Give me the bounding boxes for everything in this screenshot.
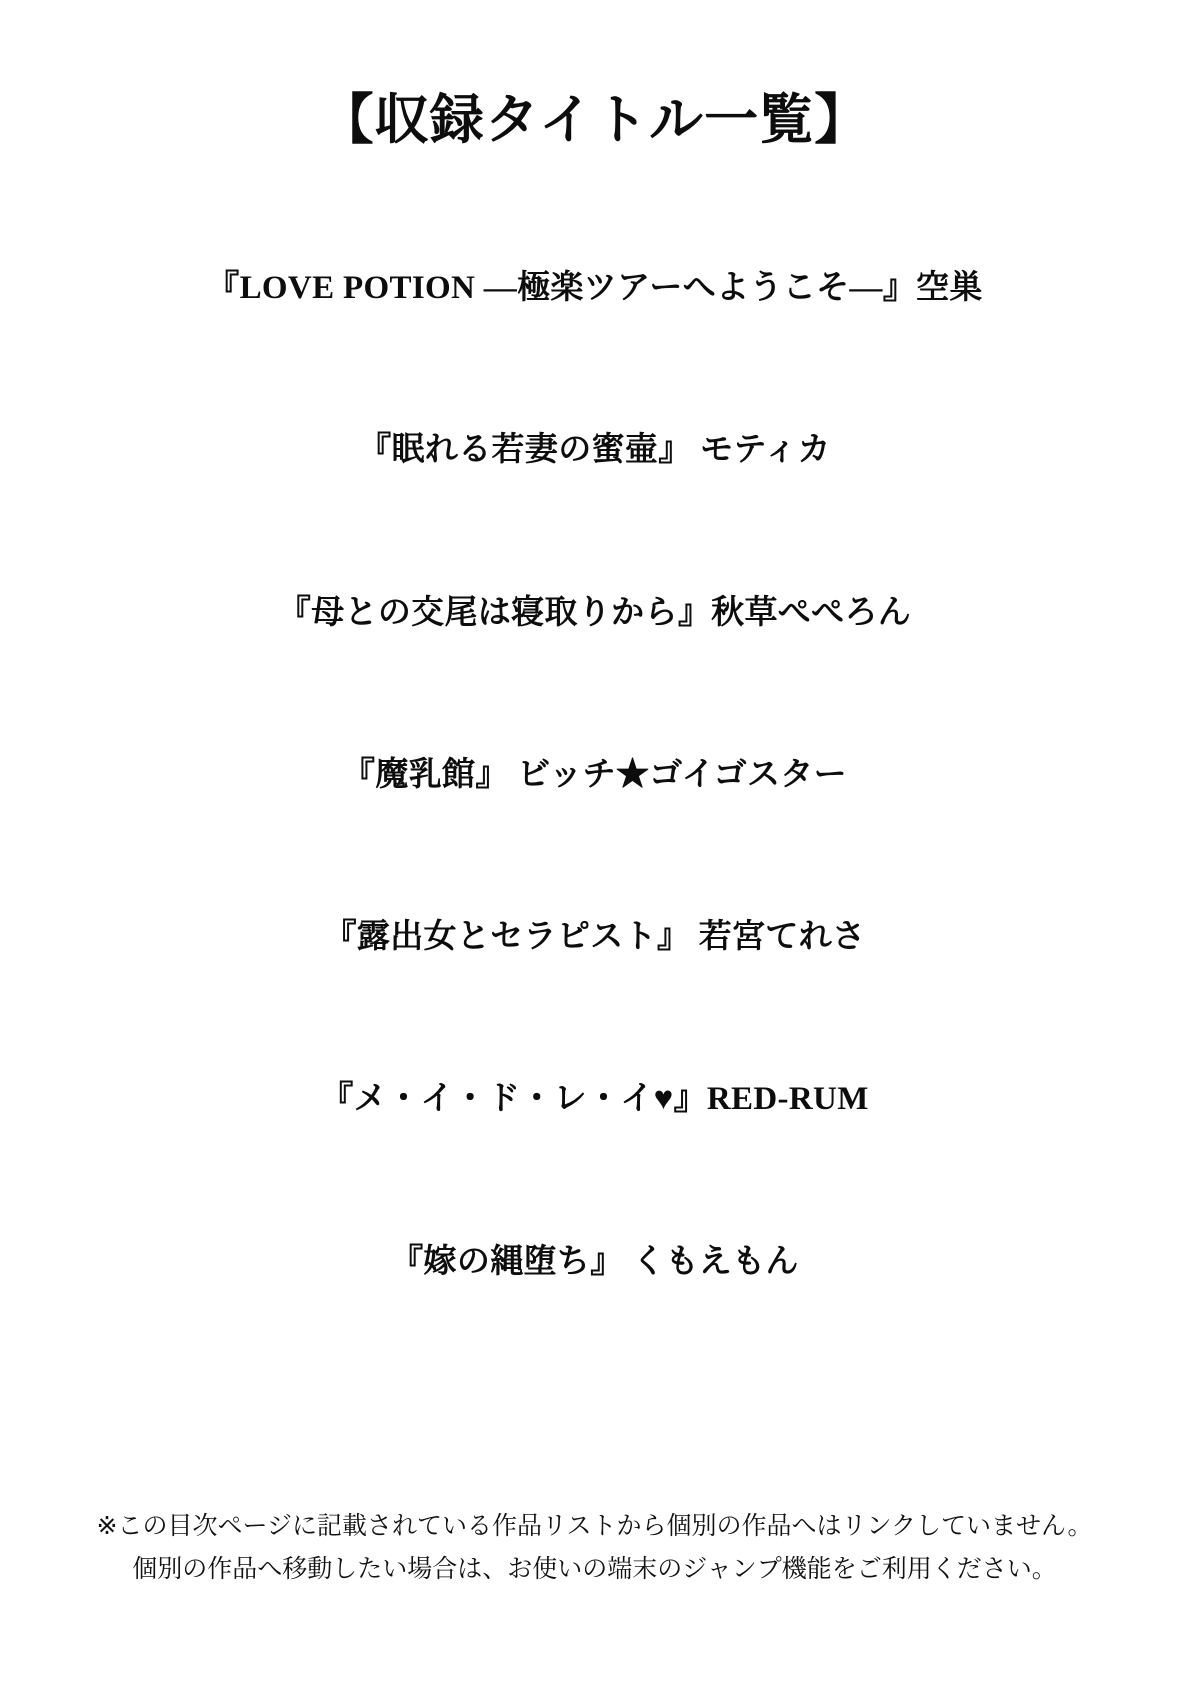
list-item: 『母との交尾は寝取りから』秋草ぺぺろん [277, 594, 912, 631]
list-item: 『嫁の縄堕ち』 くもえもん [390, 1243, 799, 1280]
title-list [0, 268, 1189, 1283]
footnote-line-1: ※この目次ページに記載されている作品リストから個別の作品へはリンクしていません。 [96, 1510, 1093, 1540]
list-item: 『LOVE POTION ―極楽ツアーへようこそ―』空巣 [206, 270, 983, 306]
list-item: 『魔乳館』 ビッチ★ゴイゴスター [342, 756, 847, 793]
list-item: 『露出女とセラピスト』 若宮てれさ [323, 919, 866, 955]
footnote [0, 1504, 1189, 1592]
footnote-line-2: 個別の作品へ移動したい場合は、お使いの端末のジャンプ機能をご利用ください。 [132, 1554, 1057, 1584]
list-item: 『眠れる若妻の蜜壷』 モティカ [358, 432, 831, 469]
page-title: 【収録タイトル一覧】 [319, 90, 870, 151]
list-item: 『メ・イ・ド・レ・イ♥』RED-RUM [320, 1081, 869, 1118]
